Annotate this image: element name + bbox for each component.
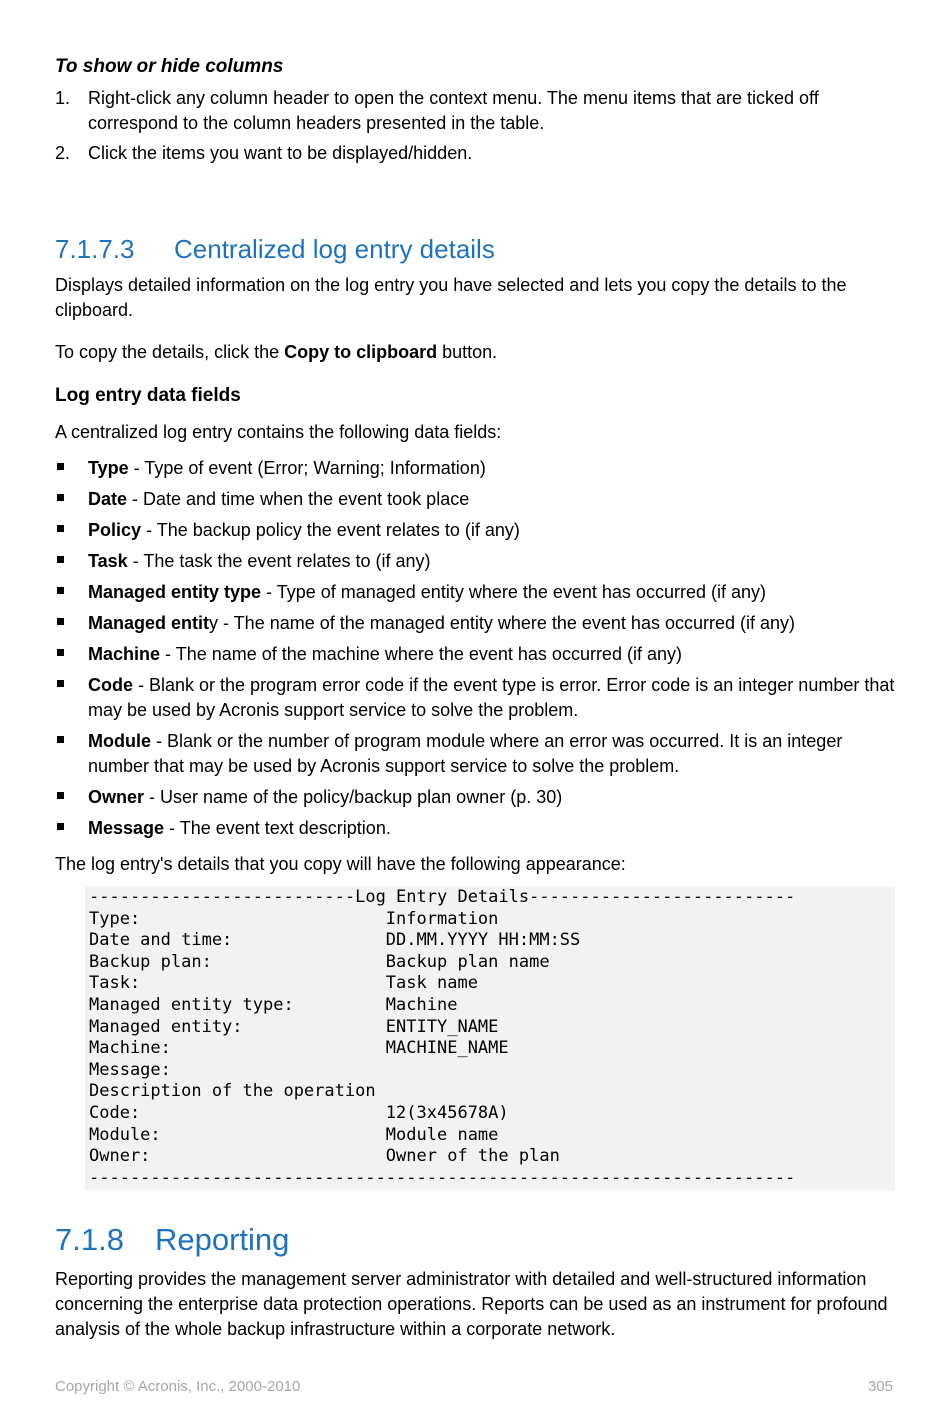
- list-item: [55, 816, 895, 841]
- bullet-square-icon: [57, 463, 64, 470]
- field-desc: - The backup policy the event relates to (if any): [141, 520, 520, 540]
- log-entry-code-block: [85, 887, 895, 1190]
- fields-intro: A centralized log entry contains the following data fields:: [55, 422, 502, 442]
- field-term: Managed entit: [88, 613, 210, 633]
- bullet-square-icon: [57, 736, 64, 743]
- copy-instruction-post: button.: [437, 342, 498, 362]
- list-item: [55, 549, 895, 574]
- list-item: [55, 611, 895, 636]
- field-term: Date: [88, 489, 128, 509]
- bullet-square-icon: [57, 649, 64, 656]
- bullet-square-icon: [57, 494, 64, 501]
- fields-list: [55, 456, 895, 847]
- field-term: Policy: [88, 520, 142, 540]
- section-number: 7.1.8: [55, 1222, 124, 1257]
- section-intro: Displays detailed information on the log entry you have selected and lets you copy the details to the clipboard.: [55, 275, 847, 320]
- show-hide-columns-heading: To show or hide columns: [55, 56, 284, 77]
- field-term: Managed entity type: [88, 582, 262, 602]
- appearance-intro: The log entry's details that you copy will have the following appearance:: [55, 854, 626, 874]
- field-term: Type: [88, 458, 129, 478]
- step-text: Right-click any column header to open the context menu. The menu items that are ticked off correspond to the column headers presented in the table.: [88, 88, 819, 133]
- field-desc: - Date and time when the event took place: [127, 489, 470, 509]
- bullet-square-icon: [57, 823, 64, 830]
- field-desc: - The name of the machine where the event has occurred (if any): [160, 644, 682, 664]
- field-desc: - Type of event (Error; Warning; Information): [128, 458, 486, 478]
- step-text: Click the items you want to be displayed/hidden.: [88, 143, 473, 163]
- field-term: Task: [88, 551, 128, 571]
- copy-instruction: [55, 340, 895, 365]
- list-item: [55, 729, 895, 779]
- step-number: 2.: [55, 143, 71, 163]
- section-title: Reporting: [155, 1222, 290, 1257]
- bullet-square-icon: [57, 556, 64, 563]
- bullet-square-icon: [57, 587, 64, 594]
- field-desc: - The event text description.: [164, 818, 391, 838]
- fields-heading: Log entry data fields: [55, 385, 241, 406]
- field-desc: - User name of the policy/backup plan owner (p. 30): [144, 787, 563, 807]
- bullet-square-icon: [57, 680, 64, 687]
- copyright-text: Copyright © Acronis, Inc., 2000-2010: [55, 1378, 301, 1395]
- page-number: 305: [867, 1378, 893, 1395]
- list-item: [55, 86, 895, 136]
- list-item: [55, 785, 895, 810]
- field-desc: y - The name of the managed entity where the event has occurred (if any): [209, 613, 795, 633]
- copy-to-clipboard-term: Copy to clipboard: [284, 342, 438, 362]
- show-hide-steps-list: [55, 86, 895, 171]
- list-item: [55, 580, 895, 605]
- reporting-body: Reporting provides the management server administrator with detailed and well-structured information concerning the enterprise data protection operations. Reports can be used as an instrument for profound analysis of the whole backup infrastructure within a corporate network.: [55, 1269, 888, 1339]
- list-item: [55, 141, 895, 166]
- section-heading-718: [55, 1220, 289, 1260]
- field-desc: - The task the event relates to (if any): [127, 551, 431, 571]
- section-title: Centralized log entry details: [174, 234, 495, 264]
- copy-instruction-pre: To copy the details, click the: [55, 342, 285, 362]
- field-term: Message: [88, 818, 165, 838]
- field-term: Module: [88, 731, 151, 751]
- list-item: [55, 518, 895, 543]
- field-desc: - Blank or the program error code if the event type is error. Error code is an integer number that may be used by Acronis support service to solve the problem.: [88, 675, 895, 720]
- bullet-square-icon: [57, 525, 64, 532]
- bullet-square-icon: [57, 792, 64, 799]
- step-number: 1.: [55, 88, 71, 108]
- field-desc: - Type of managed entity where the event has occurred (if any): [261, 582, 766, 602]
- page-footer: [55, 1377, 893, 1397]
- list-item: [55, 673, 895, 723]
- list-item: [55, 487, 895, 512]
- field-desc: - Blank or the number of program module where an error was occurred. It is an integer number that may be used by Acronis support service to solve the problem.: [88, 731, 843, 776]
- list-item: [55, 642, 895, 667]
- field-term: Code: [88, 675, 133, 695]
- list-item: [55, 456, 895, 481]
- field-term: Machine: [88, 644, 161, 664]
- bullet-square-icon: [57, 618, 64, 625]
- code-text: --------------------------Log Entry Details-------------------------- Type: Information Date and time: DD.MM.YYYY HH:MM:SS Backup plan: Backup plan name Task: Task name Managed entity type: Machine Managed entity: ENTITY_NAME Machine: MACHINE_NAME Message: Description of the operation Code: 12(3x45678A) Module: Module name Owner: Owner of the plan ---------------------------------------------------------------------: [89, 887, 796, 1188]
- section-heading-7173: [55, 232, 495, 266]
- field-term: Owner: [88, 787, 145, 807]
- section-number: 7.1.7.3: [55, 234, 135, 264]
